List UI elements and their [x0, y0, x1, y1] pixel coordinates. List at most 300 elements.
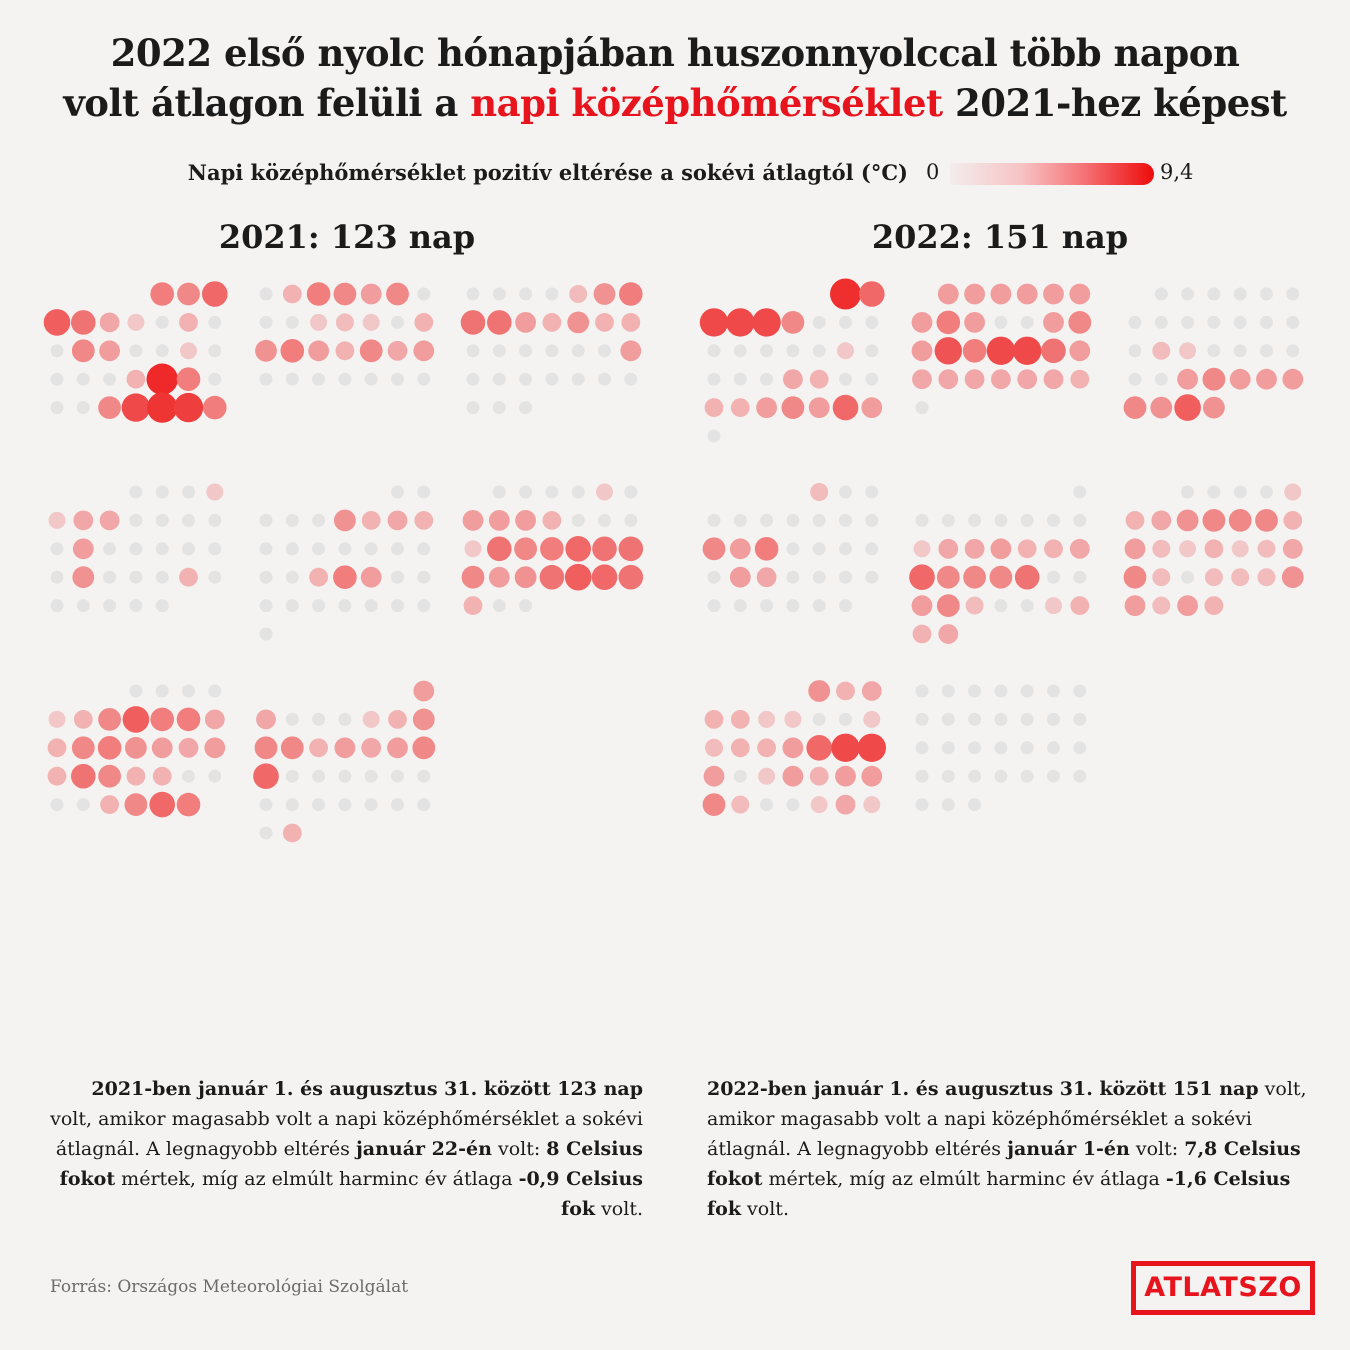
day-dot [1229, 509, 1252, 532]
day-dot [833, 395, 859, 421]
day-dot [174, 393, 203, 422]
day-dot [937, 566, 960, 589]
day-dot [338, 542, 351, 555]
day-dot [467, 288, 480, 301]
day-dot [813, 599, 826, 612]
day-dot [1041, 339, 1066, 364]
day-dot [77, 373, 90, 386]
day-dot [937, 311, 961, 335]
day-dot [619, 282, 643, 306]
day-dot [414, 313, 433, 332]
day-dot [1021, 514, 1034, 527]
day-dot [1044, 539, 1063, 558]
note-2022-text-3: mértek, míg az elmúlt harminc év átlaga [762, 1168, 1166, 1190]
day-dot [208, 514, 221, 527]
day-dot [391, 316, 404, 329]
day-dot [916, 798, 929, 811]
day-dot [567, 312, 589, 334]
day-dot [463, 510, 484, 531]
day-dot [1124, 396, 1147, 419]
day-dot [620, 340, 641, 361]
day-dot [703, 793, 726, 816]
day-dot [963, 339, 987, 363]
day-dot [255, 736, 278, 759]
day-dot [515, 312, 536, 333]
note-2022-date: január 1-én [1007, 1138, 1130, 1160]
day-dot [938, 284, 959, 305]
day-dot [708, 430, 721, 443]
day-dot [1283, 511, 1302, 530]
day-dot [595, 313, 614, 332]
day-dot [129, 571, 142, 584]
day-dot [515, 566, 537, 588]
day-dot [260, 316, 273, 329]
title-line-2-post: 2021-hez képest [942, 81, 1287, 125]
day-dot [1256, 369, 1277, 390]
day-dot [760, 514, 773, 527]
note-2021-date: január 22-én [355, 1138, 492, 1160]
day-dot [1286, 288, 1299, 301]
day-dot [336, 341, 355, 360]
day-dot [912, 312, 933, 333]
day-dot [1179, 342, 1196, 359]
day-dot [1234, 316, 1247, 329]
note-2021-max: 8 Celsius fokot [59, 1138, 643, 1190]
day-dot [839, 599, 852, 612]
note-2022-text-2: volt: [1129, 1138, 1185, 1160]
day-dot [572, 373, 585, 386]
day-dot [286, 373, 299, 386]
day-dot [730, 567, 751, 588]
day-dot [182, 685, 195, 698]
day-dot [260, 514, 273, 527]
day-dot [1286, 316, 1299, 329]
day-dot [1284, 484, 1301, 501]
day-dot [208, 373, 221, 386]
day-dot [489, 567, 510, 588]
day-dot [782, 311, 805, 334]
day-dot [493, 486, 506, 499]
day-dot [1234, 486, 1247, 499]
day-dot [179, 738, 199, 758]
day-dot [312, 798, 325, 811]
day-dot [177, 283, 200, 306]
day-dot [835, 766, 856, 787]
note-2021-text-1: volt, amikor magasabb volt a napi középhőmérséklet a sokévi átlagnál. A legnagyobb eltérés [50, 1108, 643, 1160]
day-dot [51, 599, 64, 612]
day-dot [1021, 599, 1034, 612]
day-dot [1043, 284, 1064, 305]
day-dot [1021, 770, 1034, 783]
day-dot [756, 397, 777, 418]
day-dot [731, 738, 750, 757]
day-dot [129, 599, 142, 612]
day-dot [572, 486, 585, 499]
day-dot [156, 685, 169, 698]
day-dot [1258, 540, 1276, 558]
day-dot [813, 344, 826, 357]
day-dot [968, 741, 981, 754]
day-dot [545, 373, 558, 386]
day-dot [179, 568, 198, 587]
day-dot [810, 483, 828, 501]
day-dot [808, 680, 830, 702]
day-dot [388, 341, 408, 361]
day-dot [1047, 571, 1060, 584]
day-dot [1207, 344, 1220, 357]
day-dot [1129, 344, 1142, 357]
day-dot [1150, 397, 1172, 419]
day-dot [1018, 539, 1037, 558]
year-heading-2021: 2021: 123 nap [218, 218, 476, 256]
day-dot [1073, 514, 1086, 527]
day-dot [863, 711, 880, 728]
day-dot [1260, 344, 1273, 357]
day-dot [98, 765, 121, 788]
day-dot [260, 373, 273, 386]
day-dot [1152, 540, 1170, 558]
year-heading-2022: 2022: 151 nap [871, 218, 1129, 256]
day-dot [1044, 369, 1064, 389]
day-dot [417, 770, 430, 783]
day-dot [1073, 741, 1086, 754]
day-dot [493, 373, 506, 386]
day-dot [519, 599, 532, 612]
day-dot [414, 511, 433, 530]
day-dot [51, 401, 64, 414]
day-dot [129, 486, 142, 499]
day-dot [312, 373, 325, 386]
day-dot [365, 770, 378, 783]
day-dot [1179, 540, 1196, 557]
day-dot [865, 344, 878, 357]
day-dot [1203, 368, 1226, 391]
day-dot [1070, 596, 1089, 615]
day-dot [260, 288, 273, 301]
day-dot [177, 793, 201, 817]
day-dot [123, 706, 150, 733]
day-dot [968, 713, 981, 726]
day-dot [417, 288, 430, 301]
day-dot [757, 738, 776, 757]
day-dot [813, 571, 826, 584]
day-dot [708, 599, 721, 612]
day-dot [782, 396, 805, 419]
day-dot [51, 344, 64, 357]
day-dot [467, 401, 480, 414]
day-dot [260, 827, 273, 840]
day-dot [1205, 596, 1224, 615]
day-dot [700, 308, 728, 336]
day-dot [49, 711, 66, 728]
day-dot [705, 398, 724, 417]
day-dot [596, 484, 613, 501]
day-dot [338, 798, 351, 811]
day-dot [836, 795, 856, 815]
day-dot [260, 628, 273, 641]
day-dot [1155, 288, 1168, 301]
day-dot [809, 397, 830, 418]
day-dot [1047, 685, 1060, 698]
day-dot [100, 313, 120, 333]
day-dot [281, 736, 304, 759]
logo-text: ATLATSZO [1144, 1272, 1302, 1303]
day-dot [1125, 595, 1146, 616]
day-dot [968, 685, 981, 698]
day-dot [1286, 344, 1299, 357]
day-dot [417, 798, 430, 811]
day-dot [334, 283, 357, 306]
day-dot [1155, 373, 1168, 386]
day-dot [1152, 597, 1170, 615]
day-dot [208, 571, 221, 584]
day-dot [839, 316, 852, 329]
day-dot [1207, 288, 1220, 301]
day-dot [208, 344, 221, 357]
day-dot [839, 373, 852, 386]
atlatszo-logo[interactable] [1131, 1261, 1315, 1315]
day-dot [839, 713, 852, 726]
day-dot [1174, 394, 1201, 421]
day-dot [77, 401, 90, 414]
day-dot [938, 369, 958, 389]
day-dot [519, 401, 532, 414]
day-dot [543, 313, 562, 332]
day-dot [1073, 770, 1086, 783]
day-dot [991, 284, 1012, 305]
day-dot [208, 685, 221, 698]
day-dot [569, 285, 587, 303]
note-2021 [48, 1074, 643, 1224]
day-dot [147, 364, 178, 395]
day-dot [540, 537, 564, 561]
day-dot [810, 767, 829, 786]
day-dot [286, 316, 299, 329]
day-dot [180, 342, 197, 359]
day-dot [286, 542, 299, 555]
day-dot [1177, 369, 1198, 390]
day-dot [916, 514, 929, 527]
day-dot [839, 514, 852, 527]
day-dot [49, 512, 66, 529]
day-dot [598, 373, 611, 386]
day-dot [937, 594, 960, 617]
day-dot [1207, 486, 1220, 499]
day-dot [365, 798, 378, 811]
day-dot [129, 344, 142, 357]
day-dot [783, 766, 804, 787]
day-dot [281, 339, 305, 363]
day-dot [758, 768, 775, 785]
day-dot [467, 373, 480, 386]
day-dot [205, 710, 225, 730]
day-dot [1073, 486, 1086, 499]
day-dot [810, 370, 829, 389]
day-dot [1021, 316, 1034, 329]
day-dot [545, 486, 558, 499]
day-dot [594, 283, 616, 305]
day-dot [1021, 685, 1034, 698]
day-dot [461, 310, 486, 335]
day-dot [48, 738, 67, 757]
day-dot [286, 599, 299, 612]
day-dot [858, 734, 886, 762]
day-dot [391, 770, 404, 783]
day-dot [515, 510, 536, 531]
day-dot [942, 685, 955, 698]
note-2022-max: 7,8 Celsius fokot [707, 1138, 1301, 1190]
day-dot [830, 279, 861, 310]
day-dot [260, 571, 273, 584]
day-dot [565, 536, 591, 562]
day-dot [98, 708, 121, 731]
day-dot [1125, 538, 1146, 559]
day-dot [705, 710, 724, 729]
day-dot [1069, 284, 1090, 305]
day-dot [413, 340, 434, 361]
day-dot [994, 316, 1007, 329]
day-dot [942, 514, 955, 527]
day-dot [417, 571, 430, 584]
day-dot [758, 711, 775, 728]
day-dot [994, 599, 1007, 612]
day-dot [1205, 568, 1223, 586]
day-dot [182, 486, 195, 499]
day-dot [1203, 509, 1226, 532]
day-dot [71, 764, 96, 789]
day-dot [256, 710, 276, 730]
day-dot [545, 344, 558, 357]
day-dot [465, 540, 482, 557]
day-dot [964, 284, 985, 305]
day-dot [129, 685, 142, 698]
day-dot [388, 710, 407, 729]
day-dot [598, 344, 611, 357]
day-dot [963, 566, 986, 589]
day-dot [1282, 566, 1304, 588]
day-dot [150, 708, 174, 732]
day-dot [1181, 288, 1194, 301]
note-2021-avg: -0,9 Celsius fok [518, 1168, 643, 1220]
day-dot [126, 370, 145, 389]
day-dot [309, 738, 328, 757]
day-dot [987, 337, 1015, 365]
day-dot [1152, 342, 1170, 360]
day-dot [72, 566, 94, 588]
day-dot [124, 793, 147, 816]
day-dot [1021, 741, 1034, 754]
day-dot [968, 798, 981, 811]
day-dot [283, 285, 302, 304]
note-2022-text-1: volt, amikor magasabb volt a napi középhőmérséklet a sokévi átlagnál. A legnagyobb eltérés [707, 1078, 1307, 1160]
day-dot [391, 798, 404, 811]
day-dot [755, 537, 779, 561]
day-dot [784, 711, 801, 728]
day-dot [51, 373, 64, 386]
day-dot [260, 542, 273, 555]
title-line-2-pre: volt átlagon felüli a [63, 81, 471, 125]
legend-min-label: 0 [926, 160, 940, 184]
day-dot [786, 514, 799, 527]
day-dot [916, 713, 929, 726]
day-dot [493, 344, 506, 357]
day-dot [730, 538, 751, 559]
day-dot [308, 340, 329, 361]
day-dot [813, 514, 826, 527]
day-dot [312, 770, 325, 783]
day-dot [813, 542, 826, 555]
day-dot [1258, 568, 1276, 586]
day-dot [412, 736, 435, 759]
day-dot [968, 514, 981, 527]
day-dot [704, 766, 725, 787]
day-dot [994, 741, 1007, 754]
day-dot [865, 542, 878, 555]
day-dot [942, 741, 955, 754]
day-dot [99, 340, 120, 361]
day-dot [253, 763, 279, 789]
day-dot [1181, 571, 1194, 584]
day-dot [334, 510, 356, 532]
day-dot [912, 595, 933, 616]
day-dot [734, 770, 747, 783]
day-dot [786, 571, 799, 584]
day-dot [179, 313, 198, 332]
day-dot [1043, 312, 1064, 333]
day-dot [98, 396, 121, 419]
day-dot [156, 514, 169, 527]
day-dot [964, 312, 985, 333]
day-dot [182, 542, 195, 555]
day-dot [338, 770, 351, 783]
day-dot [839, 571, 852, 584]
day-dot [44, 309, 71, 336]
day-dot [1124, 566, 1147, 589]
day-dot [103, 373, 116, 386]
day-dot [942, 713, 955, 726]
day-dot [493, 401, 506, 414]
day-dot [493, 599, 506, 612]
day-dot [783, 737, 804, 758]
day-dot [391, 373, 404, 386]
day-dot [1177, 510, 1199, 532]
day-dot [1021, 713, 1034, 726]
day-dot [127, 314, 144, 331]
day-dot [208, 770, 221, 783]
day-dot [752, 308, 780, 336]
day-dot [413, 681, 434, 702]
day-dot [572, 344, 585, 357]
day-dot [545, 288, 558, 301]
day-dot [152, 737, 173, 758]
day-dot [391, 599, 404, 612]
day-dot [1152, 568, 1170, 586]
day-dot [286, 713, 299, 726]
day-dot [865, 316, 878, 329]
day-dot [760, 344, 773, 357]
day-dot [1234, 344, 1247, 357]
day-dot [514, 537, 537, 560]
day-dot [103, 571, 116, 584]
day-dot [103, 599, 116, 612]
day-dot [365, 599, 378, 612]
source-note: Forrás: Országos Meteorológiai Szolgálat [50, 1277, 409, 1297]
day-dot [363, 314, 380, 331]
day-dot [705, 739, 723, 757]
day-dot [361, 284, 382, 305]
day-dot [519, 344, 532, 357]
day-dot [77, 599, 90, 612]
